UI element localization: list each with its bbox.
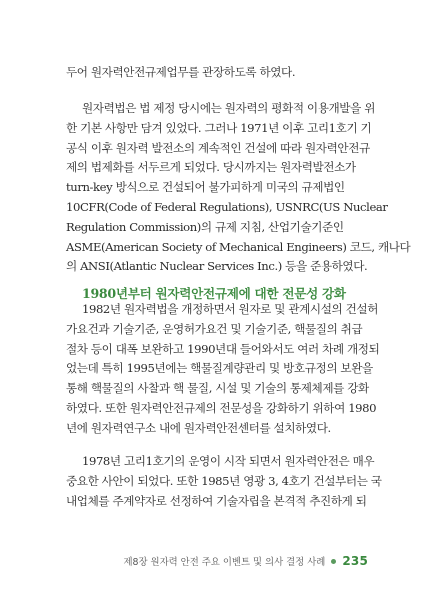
paragraph-continuation (66, 63, 374, 83)
text-line: 절차 등이 대폭 보완하고 1990년대 들어와서도 여러 차례 개정되 (66, 341, 380, 356)
text-line: 1982년 원자력법을 개정하면서 원자로 및 관계시설의 건설허 (82, 302, 379, 316)
paragraph-1982-revision (66, 300, 380, 439)
paragraph-atomic-energy-act (66, 99, 411, 277)
text-line: 가요건과 기술기준, 운영허가요건 및 기술기준, 핵물질의 취급 (66, 321, 363, 336)
section-heading: 1980년부터 원자력안전규제에 대한 전문성 강화 (82, 286, 346, 301)
text-line: 두어 원자력안전규제업무를 관장하도록 하였다. (66, 65, 296, 79)
text-line: 중요한 사안이 되었다. 또한 1985년 영광 3, 4호기 건설부터는 국 (66, 473, 382, 488)
chapter-title: 제8장 원자력 안전 주요 이벤트 및 의사 결정 사례 (123, 557, 326, 568)
text-line: 1978년 고리1호기의 운영이 시작 되면서 원자력안전은 매우 (82, 454, 375, 468)
text-line: ASME(American Society of Mechanical Engineers) 코드, 캐나다 (66, 239, 411, 254)
separator-dot-icon (331, 559, 336, 564)
text-line: 년에 원자력연구소 내에 원자력안전센터를 설치하였다. (66, 420, 331, 435)
page-footer (123, 554, 368, 568)
text-line: turn-key 방식으로 건설되어 불가피하게 미국의 규제법인 (66, 180, 345, 195)
text-line: Regulation Commission)의 규제 지침, 산업기술기준인 (66, 219, 344, 234)
paragraph-1978-kori (66, 452, 382, 511)
text-line: 공식 이후 원자력 발전소의 계속적인 건설에 따라 원자력안전규 (66, 140, 370, 155)
text-line: 하였다. 또한 원자력안전규제의 전문성을 강화하기 위하여 1980 (66, 400, 377, 415)
text-line: 통해 핵물질의 사찰과 핵 물질, 시설 및 기술의 통제체제를 강화 (66, 381, 369, 396)
text-line: 었는데 특히 1995년에는 핵물질계량관리 및 방호규정의 보완을 (66, 361, 373, 376)
text-line: 의 ANSI(Atlantic Nuclear Services Inc.) 등을 준용하였다. (66, 259, 368, 274)
text-line: 원자력법은 법 제정 당시에는 원자력의 평화적 이용개발을 위 (82, 101, 375, 115)
text-line: 제의 법제화를 서두르게 되었다. 당시까지는 원자력발전소가 (66, 160, 356, 175)
text-line: 한 기본 사항만 담겨 있었다. 그러나 1971년 이후 고리1호기 기 (66, 120, 372, 135)
text-line: 10CFR(Code of Federal Regulations), USNRC(US Nuclear (66, 199, 388, 214)
page-number: 235 (342, 554, 368, 568)
text-line: 내업체를 주계약자로 선정하여 기술자립을 본격적 추진하게 되 (66, 493, 367, 508)
